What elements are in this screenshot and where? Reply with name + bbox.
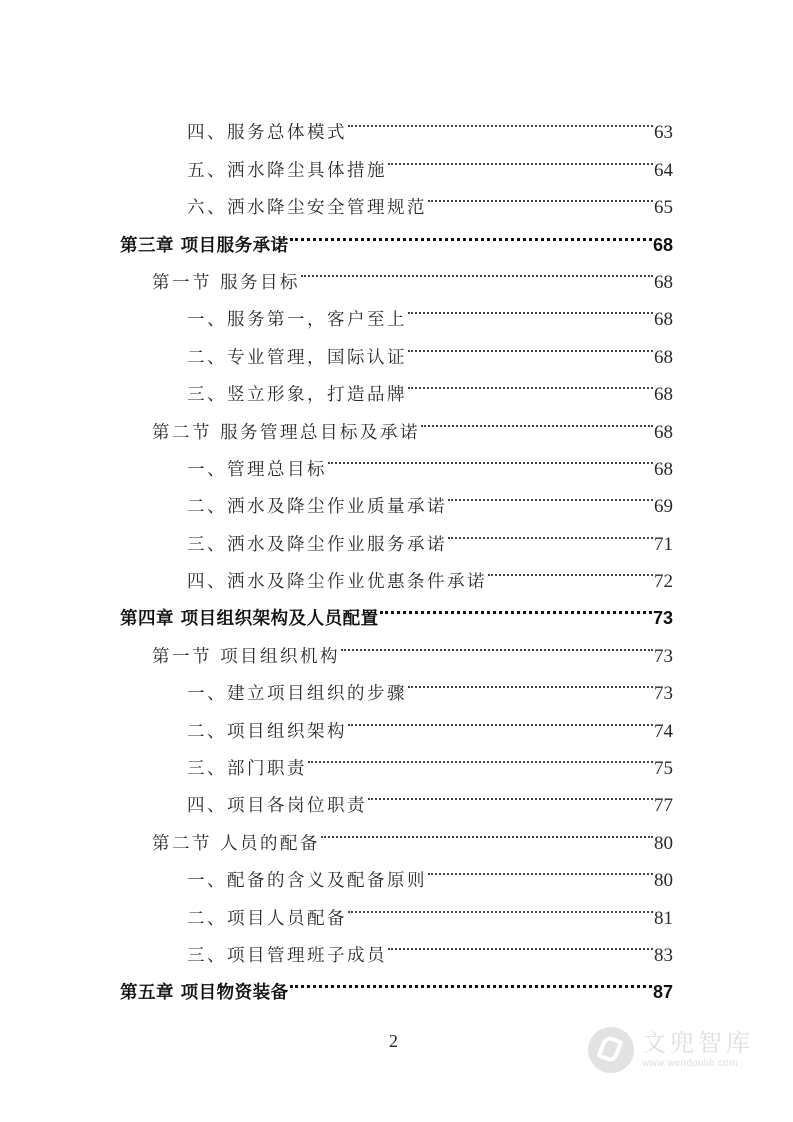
watermark — [588, 1020, 778, 1080]
toc-entry-page: 68 — [652, 234, 673, 255]
toc-entry-title: 第三章 项目服务承诺 — [120, 235, 289, 256]
page-number: 2 — [389, 1031, 398, 1051]
toc-dot-leader — [488, 550, 653, 587]
toc-entry-page: 68 — [654, 421, 673, 443]
toc-entry-title: 二、项目组织架构 — [187, 721, 347, 742]
toc-entry-page: 75 — [654, 758, 673, 780]
toc-entry-page: 80 — [654, 832, 673, 854]
wendou-logo-icon — [588, 1027, 634, 1073]
toc-entry-title: 第二节 服务管理总目标及承诺 — [152, 422, 421, 443]
toc-dot-leader — [368, 774, 653, 811]
toc-dot-leader — [421, 400, 653, 437]
toc-dot-leader — [348, 886, 653, 923]
toc-entry-title: 一、管理总目标 — [187, 459, 327, 480]
toc-dot-leader — [341, 624, 653, 661]
toc-dot-leader — [448, 512, 653, 549]
toc-entry-page: 68 — [654, 458, 673, 480]
toc-entry-page: 63 — [654, 122, 673, 144]
toc-entry-title: 二、洒水及降尘作业质量承诺 — [187, 497, 447, 518]
toc-entry-page: 71 — [654, 533, 673, 555]
toc-entry-title: 第二节 人员的配备 — [152, 833, 321, 854]
watermark-name: 文兜智库 — [642, 1029, 754, 1057]
toc-entry-page: 87 — [652, 982, 673, 1003]
toc-entry-page: 73 — [654, 683, 673, 705]
toc-entry-page: 68 — [654, 384, 673, 406]
toc-entry-page: 77 — [654, 795, 673, 817]
toc-entry-page: 83 — [654, 944, 673, 966]
toc-dot-leader — [408, 662, 653, 699]
toc-entry-title: 第一节 服务目标 — [152, 272, 301, 293]
toc-entry-page: 68 — [654, 309, 673, 331]
toc-dot-leader — [448, 475, 653, 512]
toc-dot-leader — [301, 251, 653, 288]
toc-entry-page: 72 — [654, 571, 673, 593]
toc-entry-title: 三、项目管理班子成员 — [187, 945, 387, 966]
toc-entry-title: 第一节 项目组织机构 — [152, 646, 341, 667]
toc-entry-page: 69 — [654, 496, 673, 518]
toc-entry-title: 三、竖立形象，打造品牌 — [187, 385, 407, 406]
toc-entry-page: 64 — [654, 159, 673, 181]
toc-dot-leader — [428, 176, 653, 213]
toc-entry-page: 80 — [654, 870, 673, 892]
toc-dot-leader — [408, 325, 653, 362]
toc-dot-leader — [308, 737, 653, 774]
toc-entry-page: 73 — [652, 608, 673, 629]
toc-entry-page: 65 — [654, 197, 673, 219]
toc-entry-title: 二、专业管理，国际认证 — [187, 347, 407, 368]
toc-dot-leader — [290, 961, 652, 998]
toc-entry-page: 73 — [654, 645, 673, 667]
toc-item-entry[interactable] — [120, 101, 673, 144]
watermark-text — [642, 1029, 754, 1071]
toc-dot-leader — [321, 811, 653, 848]
toc-entry-title: 二、项目人员配备 — [187, 908, 347, 929]
toc-dot-leader — [290, 213, 652, 250]
toc-dot-leader — [388, 924, 653, 961]
toc-entry-title: 四、项目各岗位职责 — [187, 796, 367, 817]
toc-entry-page: 68 — [654, 346, 673, 368]
toc-entry-title: 三、部门职责 — [187, 759, 307, 780]
table-of-contents — [120, 101, 673, 1004]
toc-dot-leader — [348, 699, 653, 736]
toc-entry-title: 四、洒水及降尘作业优惠条件承诺 — [187, 572, 487, 593]
toc-entry-title: 第四章 项目组织架构及人员配置 — [120, 609, 379, 630]
toc-dot-leader — [388, 138, 653, 175]
toc-dot-leader — [328, 438, 653, 475]
toc-dot-leader — [380, 587, 652, 624]
toc-entry-title: 六、洒水降尘安全管理规范 — [187, 198, 427, 219]
toc-entry-page: 68 — [654, 271, 673, 293]
toc-entry-title: 五、洒水降尘具体措施 — [187, 160, 387, 181]
toc-dot-leader — [408, 288, 653, 325]
toc-entry-title: 一、建立项目组织的步骤 — [187, 684, 407, 705]
toc-dot-leader — [428, 849, 653, 886]
toc-dot-leader — [408, 363, 653, 400]
toc-entry-page: 74 — [654, 720, 673, 742]
toc-entry-title: 三、洒水及降尘作业服务承诺 — [187, 534, 447, 555]
toc-entry-title: 四、服务总体模式 — [187, 123, 347, 144]
toc-entry-title: 一、配备的含义及配备原则 — [187, 871, 427, 892]
toc-entry-title: 第五章 项目物资装备 — [120, 983, 289, 1004]
watermark-url: www.wendoulib.com — [642, 1058, 738, 1069]
toc-entry-title: 一、服务第一，客户至上 — [187, 310, 407, 331]
toc-entry-page: 81 — [654, 907, 673, 929]
toc-dot-leader — [348, 101, 653, 138]
